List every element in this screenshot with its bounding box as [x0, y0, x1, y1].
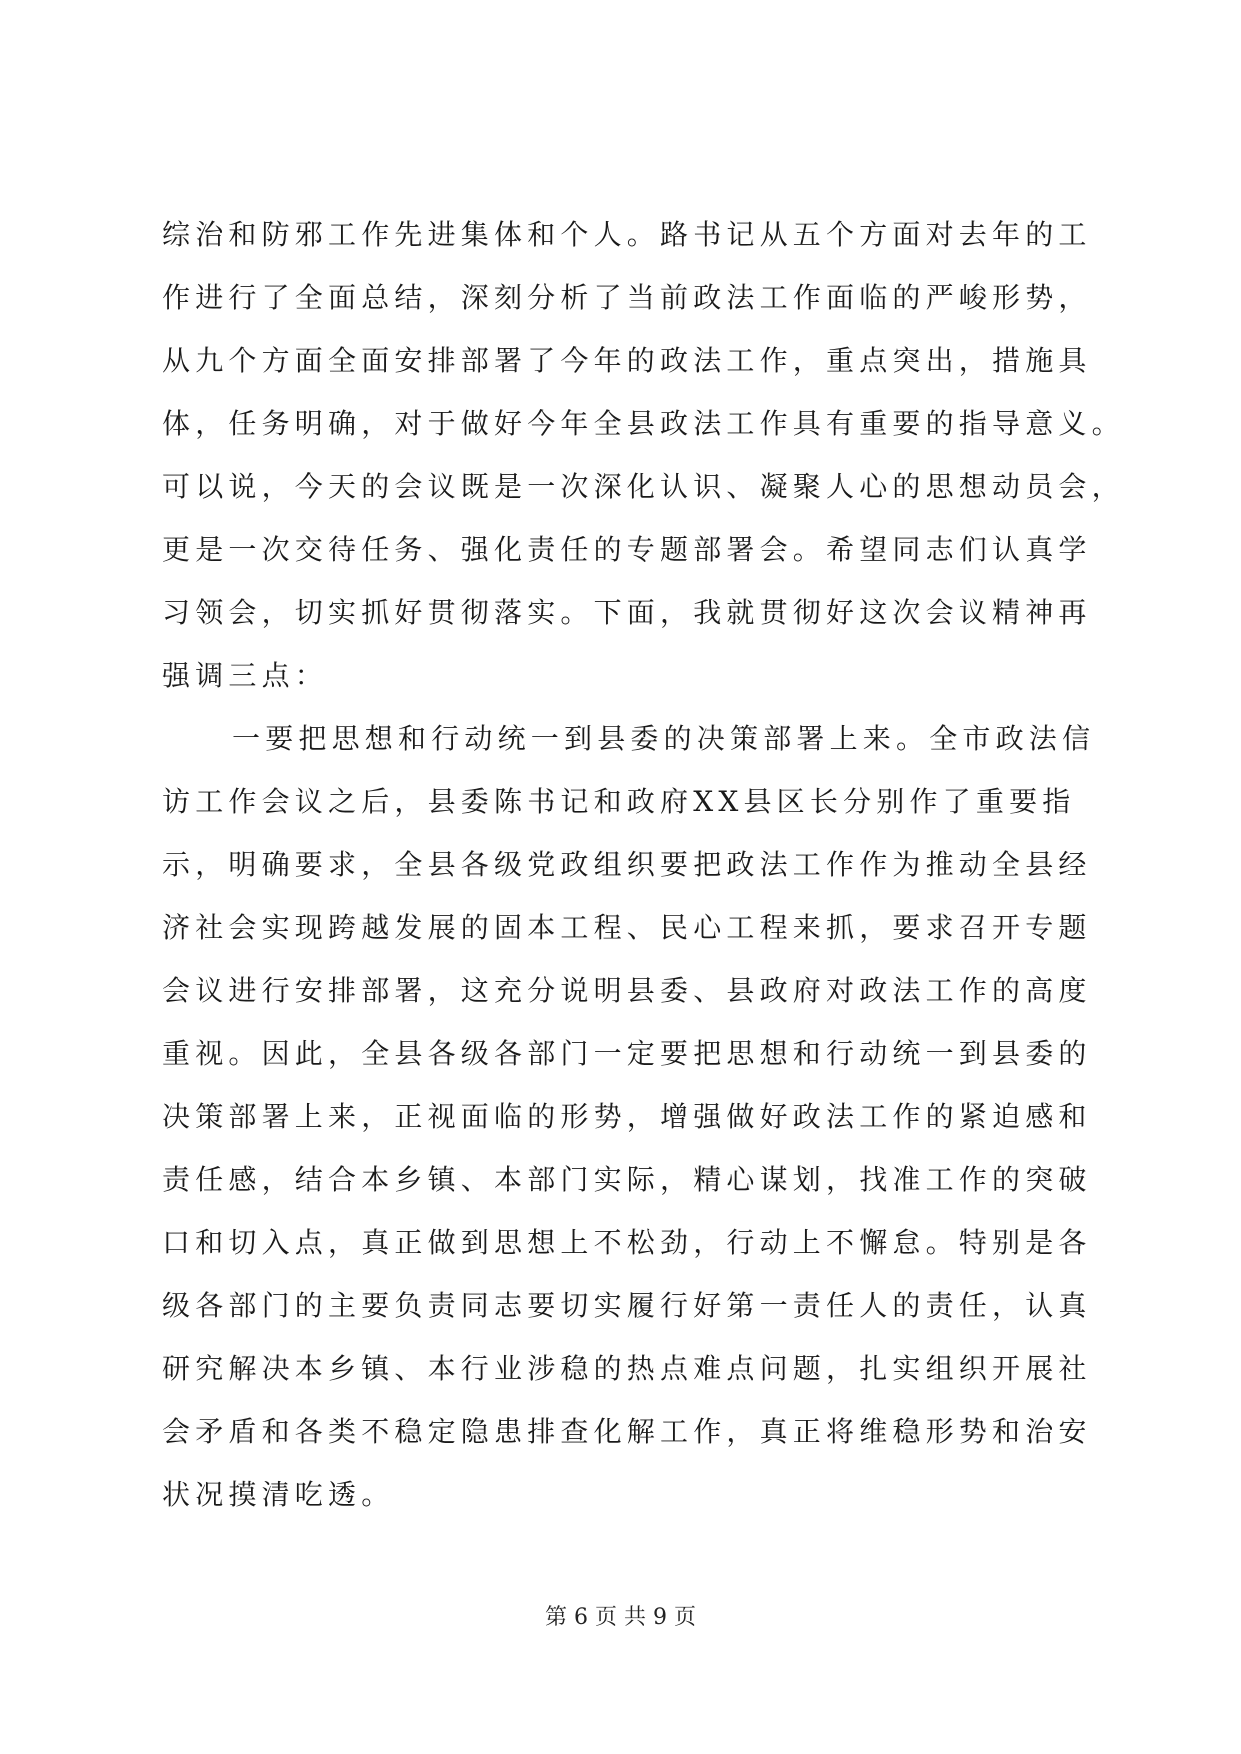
text-line: 决策部署上来，正视面临的形势，增强做好政法工作的紧迫感和	[162, 1100, 1092, 1133]
text-line: 访工作会议之后，县委陈书记和政府XX县区长分别作了重要指	[162, 785, 1076, 818]
text-line: 习领会，切实抓好贯彻落实。下面，我就贯彻好这次会议精神再	[162, 596, 1092, 629]
page-number-footer: 第 6 页 共 9 页	[545, 1605, 696, 1630]
text-line: 口和切入点，真正做到思想上不松劲，行动上不懈怠。特别是各	[162, 1226, 1092, 1259]
text-line: 会议进行安排部署，这充分说明县委、县政府对政法工作的高度	[162, 974, 1092, 1007]
text-line: 更是一次交待任务、强化责任的专题部署会。希望同志们认真学	[162, 533, 1092, 566]
text-line: 会矛盾和各类不稳定隐患排查化解工作，真正将维稳形势和治安	[162, 1415, 1092, 1448]
text-line: 强调三点：	[162, 659, 329, 692]
text-line: 状况摸清吃透。	[162, 1478, 395, 1511]
text-line: 级各部门的主要负责同志要切实履行好第一责任人的责任，认真	[162, 1289, 1092, 1322]
text-line: 综治和防邪工作先进集体和个人。路书记从五个方面对去年的工	[162, 218, 1092, 251]
text-line: 示，明确要求，全县各级党政组织要把政法工作作为推动全县经	[162, 848, 1092, 881]
text-line: 体，任务明确，对于做好今年全县政法工作具有重要的指导意义。	[162, 407, 1125, 440]
text-line: 可以说，今天的会议既是一次深化认识、凝聚人心的思想动员会，	[162, 470, 1125, 503]
paragraph-first-line: 一要把思想和行动统一到县委的决策部署上来。全市政法信	[232, 722, 1096, 755]
text-line: 作进行了全面总结，深刻分析了当前政法工作面临的严峻形势，	[162, 281, 1092, 314]
text-line: 重视。因此，全县各级各部门一定要把思想和行动统一到县委的	[162, 1037, 1092, 1070]
text-line: 济社会实现跨越发展的固本工程、民心工程来抓，要求召开专题	[162, 911, 1092, 944]
text-line: 研究解决本乡镇、本行业涉稳的热点难点问题，扎实组织开展社	[162, 1352, 1092, 1385]
text-line: 责任感，结合本乡镇、本部门实际，精心谋划，找准工作的突破	[162, 1163, 1092, 1196]
text-line: 从九个方面全面安排部署了今年的政法工作，重点突出，措施具	[162, 344, 1092, 377]
